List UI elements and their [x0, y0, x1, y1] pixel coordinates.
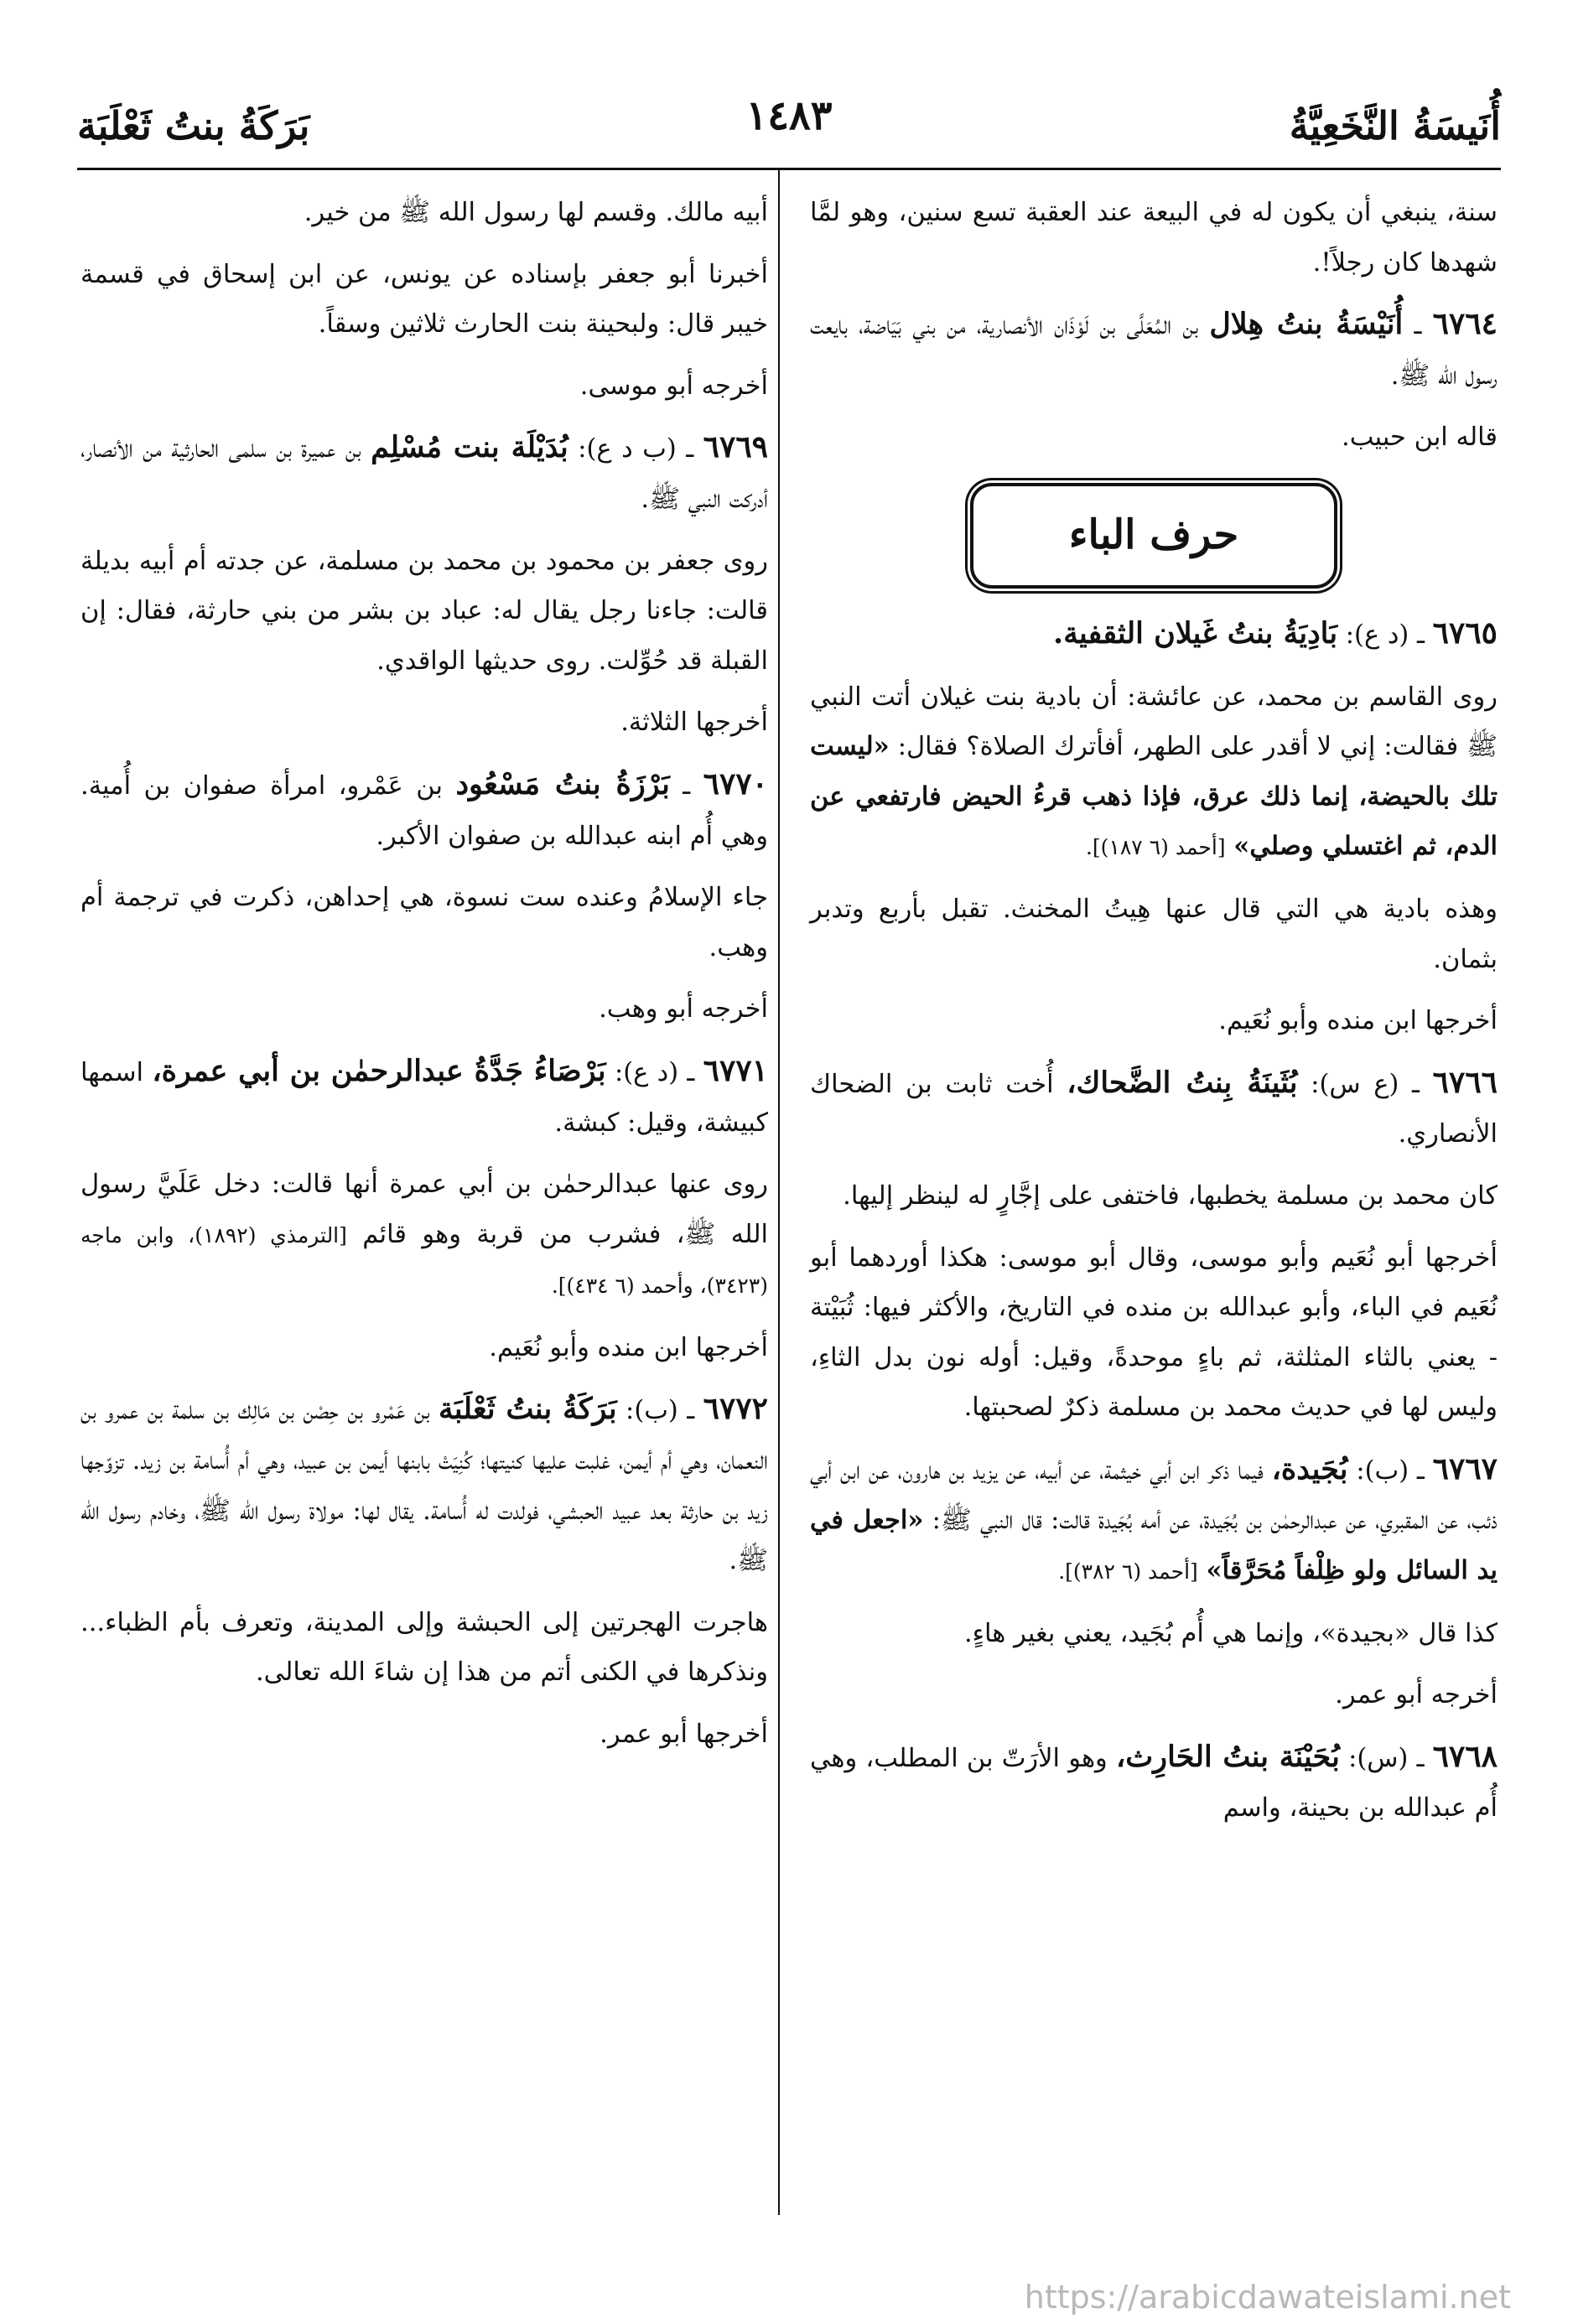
entry-name: بَرْصَاءُ جَدَّةُ عبدالرحمٰن بن أبي عمرة، [152, 1053, 606, 1088]
paragraph: أخبرنا أبو جعفر بإسناده عن يونس، عن ابن إسحاق في قسمة خيبر قال: ولبحينة بنت الحارث ثلاثين وسقاً. [80, 259, 768, 340]
entry-6772: ٦٧٧٢ ـ (ب): بَرَكَةُ بنتُ ثَعْلَبَة بن عَمْرو بن حِصْن بن مَالِك بن سلمة بن عمرو بن النعمان، وهي أم أيمن، غلبت عليها كنيتها؛ كُنِيَتْ بابنها أيمن بن عبيد، وهي أم أُسامة بن زيد. تزوّجها زيد بن حارثة بعد عبيد الحبشي، فولدت له أُسامة. يقال لها: مولاة رسول الله ﷺ، وخادم رسول الله ﷺ. [80, 1391, 768, 1576]
entry-name: بَادِيَةُ بنتُ غَيلان الثقفية. [1053, 615, 1338, 651]
paragraph: أخرجها ابن منده وأبو نُعَيم. [489, 1332, 768, 1362]
paragraph: أخرجها أبو عمر. [600, 1720, 768, 1750]
paragraph: سنة، ينبغي أن يكون له في البيعة عند العقبة تسع سنين، وهو لمَّا شهدها كان رجلاً!. [810, 198, 1498, 278]
paragraph: قاله ابن حبيب. [1342, 423, 1498, 453]
entry-6765: ٦٧٦٥ ـ (د ع): بَادِيَةُ بنتُ غَيلان الثقفية. [1053, 615, 1498, 651]
section-heading: حرف الباء [970, 483, 1337, 589]
entry-text: اسمها كبيشة، وقيل: كبشة. [80, 1057, 768, 1138]
entry-text: بن المُعَلَّى بن لَوْذَان الأنصارية، من بني بَيَاضة، بايعت رسول الله ﷺ. [810, 311, 1498, 391]
paragraph: هاجرت الهجرتين إلى الحبشة وإلى المدينة، وتعرف بأم الظباء... ونذكرها في الكنى أتم من هذا إن شاءَ الله تعالى. [80, 1607, 768, 1688]
entry-text: فيما ذكر ابن أبي خيثمة، عن أبيه، عن يزيد بن هارون، عن ابن أبي ذئب، عن المقبري، عن عبدالرحمٰن بن بُجَيدة، عن أمه بُجَيدة قالت: قال النبي ﷺ: [810, 1455, 1498, 1536]
paragraph: أبيه مالك. وقسم لها رسول الله ﷺ من خير. [304, 198, 768, 227]
entry-name: بَرَكَةُ بنتُ ثَعْلَبَة [439, 1392, 617, 1427]
left-column [80, 188, 768, 1772]
reference: [الترمذي (١٨٩٢)، وابن ماجه (٣٤٢٣)، وأحمد (٦ ٤٣٤)]. [80, 1222, 768, 1299]
paragraph: أخرجه أبو وهب. [599, 994, 768, 1025]
paragraph: وهذه بادية هي التي قال عنها هِيتُ المخنث. تقبل بأربع وتدبر بثمان. [810, 894, 1498, 974]
entry-number: ٦٧٧٠ [703, 765, 769, 801]
paragraph: كذا قال «بجيدة»، وإنما هي أُم بُجَيد، يعني بغير هاءٍ. [963, 1618, 1498, 1648]
entry-text: روى عنها عبدالرحمٰن بن أبي عمرة أنها قالت: دخل عَلَيَّ رسول الله ﷺ، فشرب من قربة وهو قائم [80, 1170, 768, 1249]
header-rule [77, 168, 1501, 170]
entry-6767: ٦٧٦٧ ـ (ب): بُجَيدة، فيما ذكر ابن أبي خيثمة، عن أبيه، عن يزيد بن هارون، عن ابن أبي ذئب، عن المقبري، عن عبدالرحمٰن بن بُجَيدة، عن أمه بُجَيدة قالت: قال النبي ﷺ: «اجعل في يد السائل ولو ظِلْفاً مُحَرَّقاً» [أحمد (٦ ٣٨٢)]. [810, 1450, 1498, 1586]
entry-text: بن عميرة بن سلمى الحارثية من الأنصار، أدركت النبي ﷺ. [80, 434, 768, 514]
entry-sigla: (س): [1348, 1743, 1409, 1773]
entry-number: ٦٧٦٥ [1432, 615, 1498, 651]
entry-sigla: (د ع): [614, 1057, 679, 1087]
entry-number: ٦٧٦٤ [1432, 306, 1498, 342]
entry-number: ٦٧٦٨ [1432, 1738, 1498, 1774]
entry-sigla: (ب): [625, 1396, 678, 1426]
paragraph: أخرجه أبو موسى. [579, 371, 768, 401]
entry-6769: ٦٧٦٩ ـ (ب د ع): بُدَيْلَة بنت مُسْلِم بن عميرة بن سلمى الحارثية من الأنصار، أدركت النبي ﷺ. [80, 429, 768, 514]
entry-6771: ٦٧٧١ ـ (د ع): بَرْصَاءُ جَدَّةُ عبدالرحمٰن بن أبي عمرة، اسمها كبيشة، وقيل: كبشة. [80, 1052, 769, 1138]
entry-name: بُدَيْلَة بنت مُسْلِم [371, 430, 568, 465]
paragraph [810, 672, 1498, 873]
running-head-right: أُنَيسَةُ النَّخَعِيَّةُ [1289, 103, 1501, 148]
paragraph: أخرجها أبو نُعَيم وأبو موسى، وقال أبو موسى: هكذا أوردهما أبو نُعَيم في الباء، وأبو عبدالله بن منده في التاريخ، والأكثر فيها: ثُبَيْتة - يعني بالثاء المثلثة، ثم باءٍ موحدةً، وقيل: أوله نون بدل الثاءِ، وليس لها في حديث محمد بن مسلمة ذكرٌ لصحبتها. [810, 1242, 1498, 1423]
column-divider [778, 169, 780, 2215]
entry-number: ٦٧٦٦ [1432, 1064, 1498, 1100]
entry-sigla: (ب د ع): [578, 434, 677, 464]
hadith-text: «ليست تلك بالحيضة، إنما ذلك عرق، فإذا ذهب قرءُ الحيض فارتفعي عن الدم، ثم اغتسلي وصلي» [810, 731, 1498, 862]
reference: [أحمد (٦ ٣٨٢)]. [1058, 1559, 1198, 1585]
entry-6770: ٦٧٧٠ ـ بَرْزَةُ بنتُ مَسْعُود بن عَمْرو، امرأة صفوان بن أُمية. وهي أُم ابنه عبدالله بن صفوان الأكبر. [80, 765, 769, 851]
paragraph: روى جعفر بن محمود بن محمد بن مسلمة، عن جدته أم أبيه بديلة قالت: جاءنا رجل يقال له: عباد بن بشر من بني حارثة، فقال: إن القبلة قد حُوِّلت. روى حديثها الواقدي. [80, 546, 768, 676]
entry-text: روى القاسم بن محمد، عن عائشة: أن بادية بنت غيلان أتت النبي ﷺ فقالت: إني لا أقدر على الطهر، أفأترك الصلاة؟ فقال: [810, 682, 1498, 762]
entry-number: ٦٧٦٩ [703, 429, 768, 465]
entry-text: وهو الأرَتّ بن المطلب، وهي أُم عبدالله بن بحينة، واسم [810, 1743, 1498, 1823]
entry-6768: ٦٧٦٨ ـ (س): بُحَيْنَة بنتُ الحَارِث، وهو الأرَتّ بن المطلب، وهي أُم عبدالله بن بحينة، واسم [810, 1738, 1498, 1823]
entry-number: ٦٧٧٢ [703, 1391, 768, 1427]
entry-name: بُحَيْنَة بنتُ الحَارِث، [1115, 1739, 1340, 1774]
entry-6764: ٦٧٦٤ ـ أُنَيْسَةُ بنتُ هِلال بن المُعَلَّى بن لَوْذَان الأنصارية، من بني بَيَاضة، بايعت رسول الله ﷺ. [810, 306, 1498, 391]
hadith-text: «اجعل في يد السائل ولو ظِلْفاً مُحَرَّقاً» [810, 1505, 1498, 1586]
entry-6766: ٦٧٦٦ ـ (ع س): بُثَينَةُ بِنتُ الضَّحاك، أُخت ثابت بن الضحاك الأنصاري. [810, 1064, 1498, 1149]
entry-text: أُخت ثابت بن الضحاك الأنصاري. [810, 1069, 1498, 1149]
entry-number: ٦٧٧١ [703, 1052, 769, 1088]
paragraph: أخرجها الثلاثة. [620, 708, 768, 738]
entry-name: بُثَينَةُ بِنتُ الضَّحاك، [1067, 1065, 1298, 1100]
paragraph: أخرجه أبو عمر. [1335, 1680, 1498, 1710]
entry-text: بن عَمْرو، امرأة صفوان بن أُمية. وهي أُم ابنه عبدالله بن صفوان الأكبر. [80, 770, 768, 851]
entry-sigla: (ب): [1356, 1455, 1409, 1486]
entry-sigla: (د ع): [1345, 620, 1409, 650]
paragraph: كان محمد بن مسلمة يخطبها، فاختفى على إجَّارٍ له لينظر إليها. [843, 1180, 1498, 1211]
entry-name: أُنَيْسَةُ بنتُ هِلال [1209, 307, 1404, 342]
watermark-url: https://arabicdawateislami.net [1024, 2279, 1511, 2316]
reference: [أحمد (٦ ١٨٧)]. [1085, 835, 1226, 860]
entry-sigla: (ع س): [1311, 1069, 1399, 1099]
page-header [77, 87, 1501, 164]
entry-number: ٦٧٦٧ [1432, 1450, 1498, 1486]
entry-text: بن عَمْرو بن حِصْن بن مَالِك بن سلمة بن عمرو بن النعمان، وهي أم أيمن، غلبت عليها كنيتها؛ كُنِيَتْ بابنها أيمن بن عبيد، وهي أم أُسامة بن زيد. تزوّجها زيد بن حارثة بعد عبيد الحبشي، فولدت له أُسامة. يقال لها: مولاة رسول الله ﷺ، وخادم رسول الله ﷺ. [80, 1396, 768, 1576]
paragraph [80, 1159, 768, 1311]
right-column [810, 188, 1498, 1845]
entry-name: بُجَيدة، [1271, 1451, 1348, 1486]
entry-name: بَرْزَةُ بنتُ مَسْعُود [455, 766, 670, 801]
page-number: ١٤٨٣ [745, 92, 833, 139]
paragraph: جاء الإسلامُ وعنده ست نسوة، هي إحداهن، ذكرت في ترجمة أم وهب. [80, 883, 768, 962]
paragraph: أخرجها ابن منده وأبو نُعَيم. [1218, 1006, 1498, 1036]
running-head-left: بَرَكَةُ بنتُ ثَعْلَبَة [77, 103, 310, 148]
